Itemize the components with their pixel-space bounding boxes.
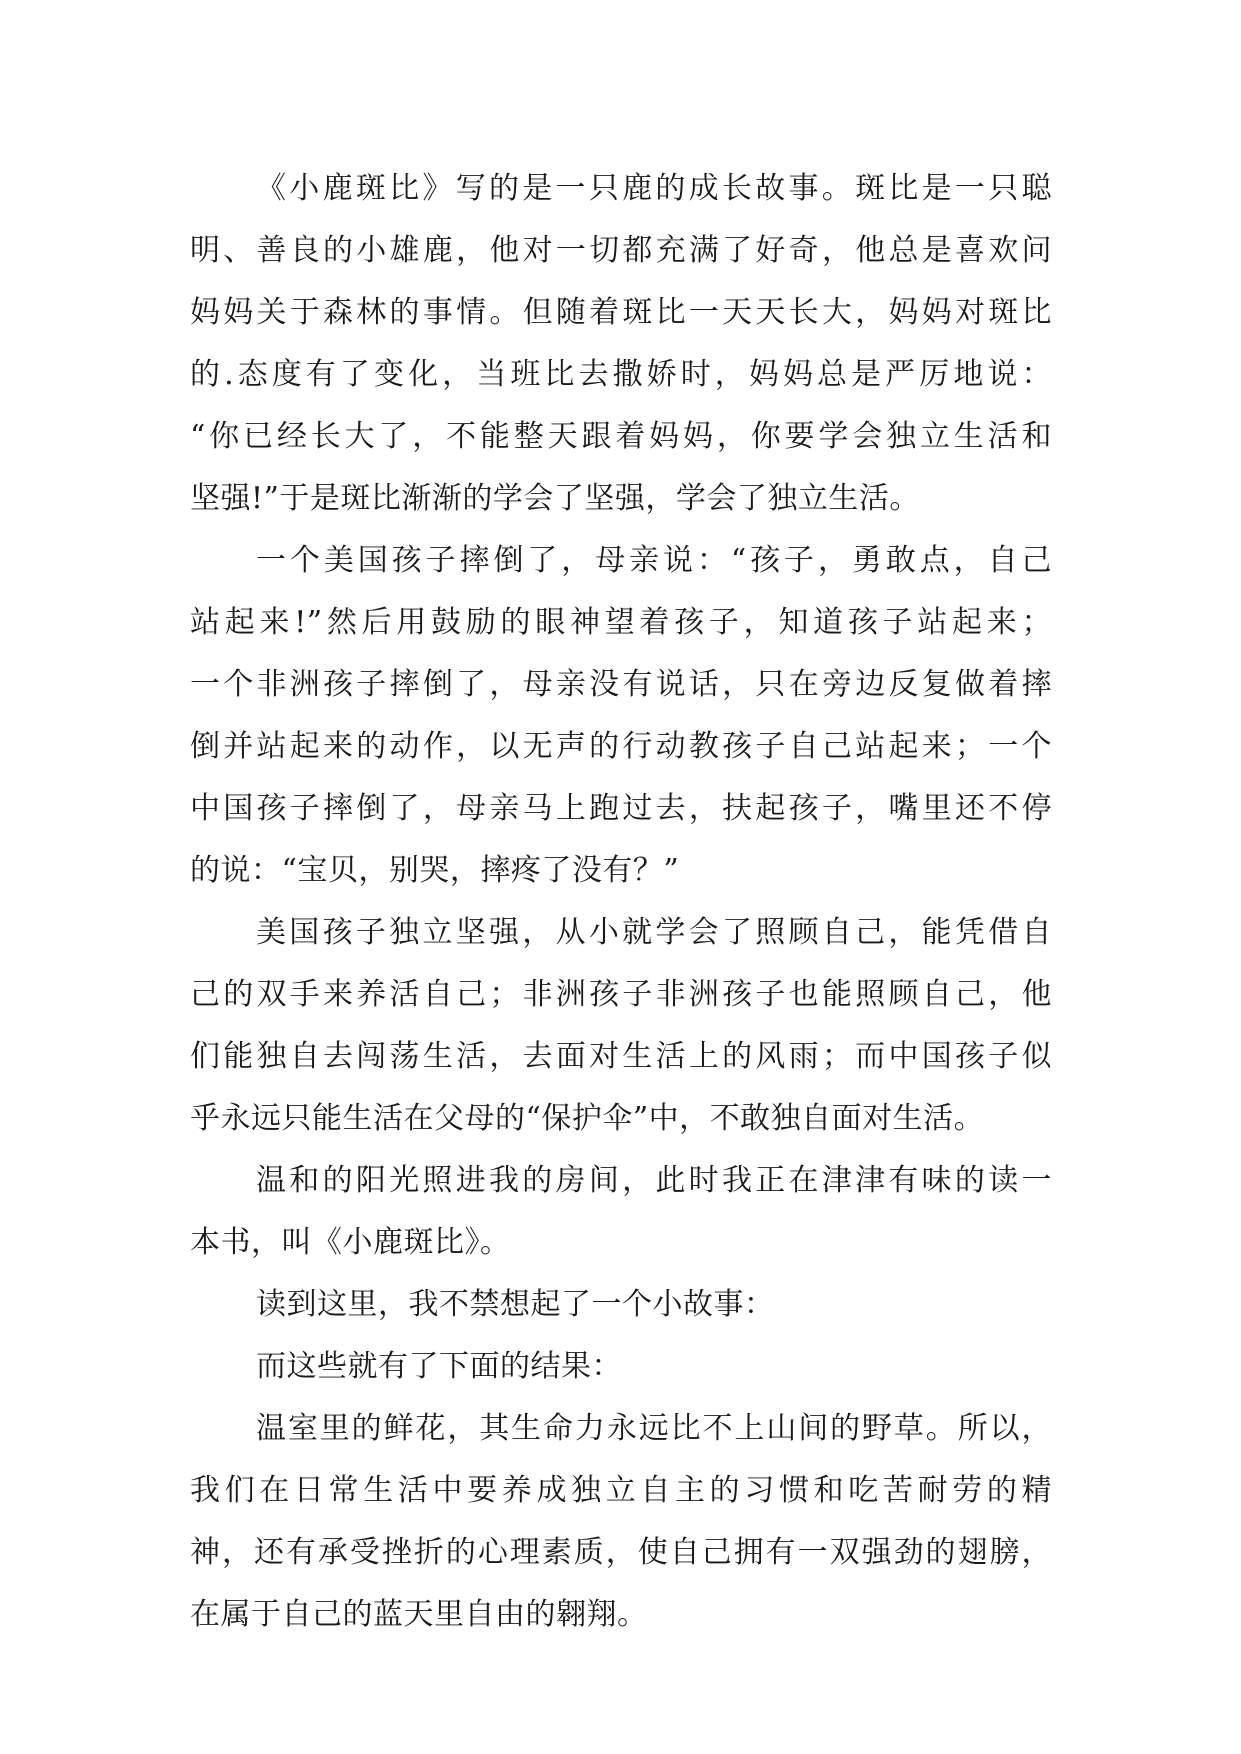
text-line: 坚强!”于是斑比渐渐的学会了坚强，学会了独立生活。 xyxy=(190,481,920,516)
paragraph-3 xyxy=(190,902,1052,1150)
text-line: 一个美国孩子摔倒了，母亲说：“孩子，勇敢点，自己 xyxy=(256,543,1052,578)
text-line: 《小鹿斑比》写的是一只鹿的成长故事。斑比是一只聪 xyxy=(256,171,1052,206)
paragraph-2 xyxy=(190,530,1052,902)
text-line: 我们在日常生活中要养成独立自主的习惯和吃苦耐劳的精 xyxy=(190,1473,1052,1508)
text-line: 明、善良的小雄鹿，他对一切都充满了好奇，他总是喜欢问 xyxy=(190,233,1052,268)
text-line: 的.态度有了变化，当班比去撒娇时，妈妈总是严厉地说： xyxy=(190,357,1052,392)
document-body xyxy=(190,158,1052,1646)
text-line: 己的双手来养活自己；非洲孩子非洲孩子也能照顾自己，他 xyxy=(190,977,1052,1012)
text-line: 温和的阳光照进我的房间，此时我正在津津有味的读一 xyxy=(256,1163,1052,1198)
text-line: 中国孩子摔倒了，母亲马上跑过去，扶起孩子，嘴里还不停 xyxy=(190,791,1052,826)
text-line: 温室里的鲜花，其生命力永远比不上山间的野草。所以， xyxy=(256,1411,1052,1446)
text-line: 倒并站起来的动作，以无声的行动教孩子自己站起来；一个 xyxy=(190,729,1052,764)
paragraph-5 xyxy=(190,1274,1052,1336)
text-line: 神，还有承受挫折的心理素质，使自己拥有一双强劲的翅膀， xyxy=(190,1535,1052,1570)
text-line: 妈妈关于森林的事情。但随着斑比一天天长大，妈妈对斑比 xyxy=(190,295,1052,330)
text-line: 们能独自去闯荡生活，去面对生活上的风雨；而中国孩子似 xyxy=(190,1039,1052,1074)
paragraph-7 xyxy=(190,1398,1052,1646)
text-line: 一个非洲孩子摔倒了，母亲没有说话，只在旁边反复做着摔 xyxy=(190,667,1052,702)
paragraph-6 xyxy=(190,1336,1052,1398)
text-line: 美国孩子独立坚强，从小就学会了照顾自己，能凭借自 xyxy=(256,915,1052,950)
text-line: 而这些就有了下面的结果： xyxy=(256,1349,622,1384)
text-line: 读到这里，我不禁想起了一个小故事： xyxy=(256,1287,775,1322)
text-line: 本书，叫《小鹿斑比》。 xyxy=(190,1225,511,1260)
text-line: 站起来!”然后用鼓励的眼神望着孩子，知道孩子站起来； xyxy=(190,605,1052,640)
paragraph-4 xyxy=(190,1150,1052,1274)
text-line: “你已经长大了，不能整天跟着妈妈，你要学会独立生活和 xyxy=(190,419,1052,454)
text-line: 在属于自己的蓝天里自由的翱翔。 xyxy=(190,1597,648,1632)
text-line: 的说：“宝贝，别哭，摔疼了没有？” xyxy=(190,853,680,888)
paragraph-1 xyxy=(190,158,1052,530)
text-line: 乎永远只能生活在父母的“保护伞”中，不敢独自面对生活。 xyxy=(190,1101,985,1136)
